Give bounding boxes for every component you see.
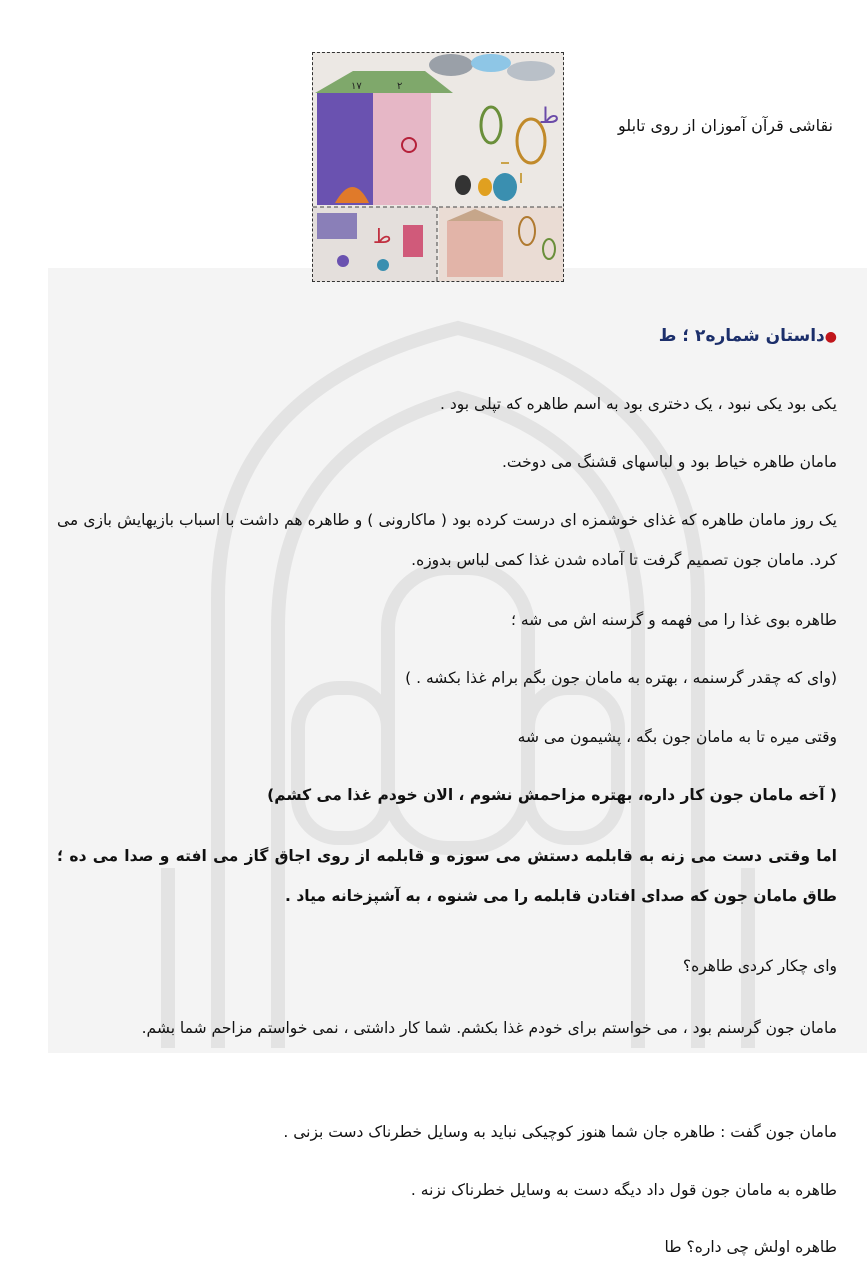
story-paragraph: وای چکار کردی طاهره؟ (682, 957, 837, 975)
drawing-label: ۱۷ (351, 81, 362, 92)
story-paragraph: یکی بود یکی نبود ، یک دختری بود به اسم طاهره که تپلی بود . (440, 395, 837, 413)
story-paragraph: مامان جون گفت : طاهره جان شما هنوز کوچیکی نباید به وسایل خطرناک دست بزنی . (283, 1123, 837, 1141)
children-drawing-photo (312, 52, 564, 282)
watermark-seal (48, 268, 867, 1053)
story-paragraph: وقتی میره تا به مامان جون بگه ، پشیمون می شه (517, 728, 837, 746)
story-paragraph: مامان جون گرسنم بود ، می خواستم برای خودم غذا بکشم. شما کار داشتی ، نمی خواستم مزاحم شما بشم. (141, 1019, 837, 1037)
story-paragraph: طاهره بوی غذا را می فهمه و گرسنه اش می شه ؛ (510, 611, 837, 629)
story-paragraph: مامان طاهره خیاط بود و لباسهای قشنگ می دوخت. (501, 453, 837, 471)
drawing-label: ط (539, 104, 560, 129)
story-paragraph: طاهره اولش چی داره؟ طا (664, 1238, 837, 1256)
story-paragraph: یک روز مامان طاهره که غذای خوشمزه ای درست کرده بود ( ماکارونی ) و طاهره هم داشت با اسباب بازیهایش بازی می کرد. مامان جون تصمیم گرفت تا آماده شدن غذا کمی لباس بدوزه. (57, 511, 837, 569)
seal-icon (48, 268, 867, 1053)
story-title-text: داستان شماره۲ ؛ ط (658, 326, 825, 346)
bullet-icon: ● (824, 329, 837, 345)
story-title (659, 326, 837, 346)
story-paragraph: اما وقتی دست می زنه به قابلمه دستش می سوزه و قابلمه از روی اجاق گاز می افته و صدا می ده ؛ طاق مامان جون که صدای افتادن قابلمه را می شنوه ، به آشپزخانه میاد . (57, 847, 837, 905)
story-paragraph: (وای که چقدر گرسنمه ، بهتره به مامان جون بگم برام غذا بکشه . ) (405, 669, 837, 687)
story-paragraph: ( آخه مامان جون کار داره، بهتره مزاحمش نشوم ، الان خودم غذا می کشم) (267, 786, 837, 804)
drawing-label: ط (373, 224, 392, 248)
story-paragraph: طاهره به مامان جون قول داد دیگه دست به وسایل خطرناک نزنه . (410, 1181, 837, 1199)
figure-caption: نقاشی قرآن آموزان از روی تابلو (618, 116, 833, 135)
drawing-label: ۲ (397, 81, 403, 92)
